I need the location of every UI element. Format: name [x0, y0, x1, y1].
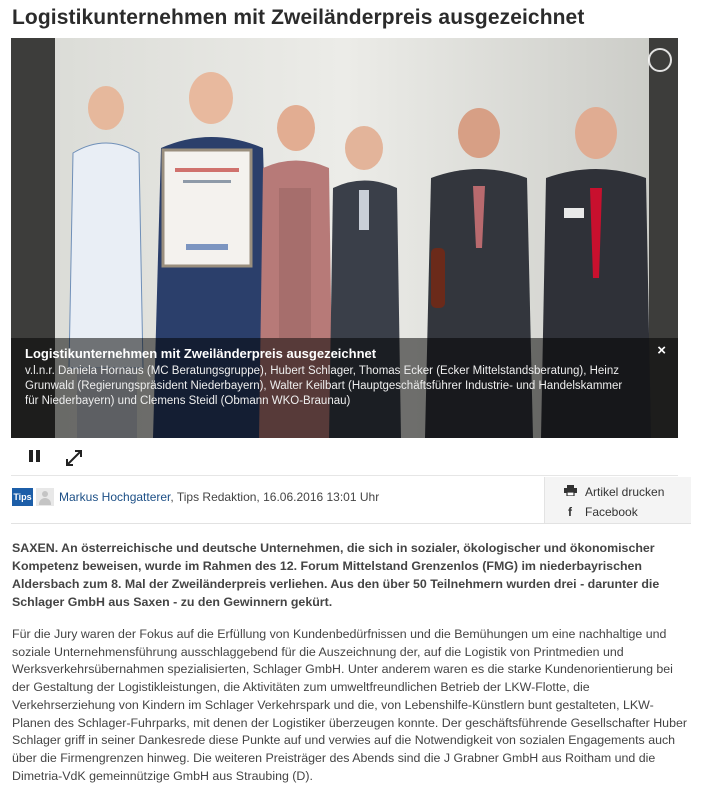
- caption-title: Logistikunternehmen mit Zweiländerpreis ausgezeichnet: [25, 346, 377, 361]
- photo-caption: [11, 338, 678, 438]
- facebook-icon: f: [568, 505, 572, 519]
- print-label: Artikel drucken: [585, 485, 665, 499]
- article-title: Logistikunternehmen mit Zweiländerpreis ausgezeichnet: [12, 6, 585, 29]
- tips-logo: Tips: [12, 488, 33, 506]
- facebook-share-button[interactable]: [563, 505, 638, 519]
- facebook-label: Facebook: [585, 505, 638, 519]
- article-meta: [11, 477, 691, 523]
- author-avatar: [36, 488, 54, 506]
- gallery-controls: [11, 438, 678, 476]
- article-body: Für die Jury waren der Fokus auf die Erfüllung von Kundenbedürfnissen und die Bemühungen um eine nachhaltige und soziale Unternehmensführung ausschlaggebend für die Auszeichnung der, auf die Logistik von Printmedien und Werksverkehrsübernahmen spezialisierten, Schlager GmbH. Unter anderem waren es die starke Kundenorientierung bei der Gestaltung der Logistikleistungen, die Aktivitäten zum umweltfreundlichen Betrieb der LKW-Flotte, die Verkehrserziehung von Kindern im Schlager Verkehrspark und die, von Lebenshilfe-Künstlern bunt gestalteten, LKW-Planen des Schlager-Fuhrparks, mit denen der Logistiker überzeugen konnte. Der geschäftsführende Gesellschafter Huber Schlager griff in seiner Dankesrede diese Punkte auf und verwies auf die Notwendigkeit von sozialen Engagements auch über die Firmengrenzen hinweg. Die weiteren Preisträger des Abends sind die J Grabner GmbH aus Roitham und die Dimetria-VdK gemeinnützige GmbH aus Straubing (D).: [12, 627, 687, 783]
- divider: [11, 523, 691, 524]
- share-box: [544, 477, 691, 523]
- printer-icon: [563, 485, 577, 499]
- author-link[interactable]: Markus Hochgatterer: [59, 490, 171, 504]
- article-lead: SAXEN. An österreichische und deutsche Unternehmen, die sich in sozialer, ökologischer und ökonomischer Kompetenz beweisen, wurde im Rahmen des 12. Forum Mittelstand Grenzenlos (FMG) im niederbayrischen Aldersbach zum 8. Mal der Zweiländerpreis verliehen. Aus den über 50 Teilnehmern wurden drei - darunter die Schlager GmbH aus Saxen - zu den Gewinnern gekürt.: [12, 541, 660, 609]
- byline: [59, 490, 379, 504]
- fullscreen-circle-icon[interactable]: [648, 48, 672, 72]
- article-photo: [11, 38, 678, 438]
- byline-details: , Tips Redaktion, 16.06.2016 13:01 Uhr: [170, 490, 380, 504]
- print-article-button[interactable]: [563, 485, 664, 499]
- expand-icon[interactable]: [63, 447, 85, 469]
- pause-icon[interactable]: [25, 447, 47, 469]
- caption-text: v.l.n.r. Daniela Hornaus (MC Beratungsgruppe), Hubert Schlager, Thomas Ecker (Ecker Mittelstandsberatung), Heinz Grunwald (Regierungspräsident Niederbayern), Walter Keilbart (Hauptgeschäftsführer Industrie- und Handelskammer für Niederbayern) und Clemens Steidl (Obmann WKO-Braunau): [25, 365, 623, 407]
- close-icon[interactable]: ×: [657, 342, 666, 359]
